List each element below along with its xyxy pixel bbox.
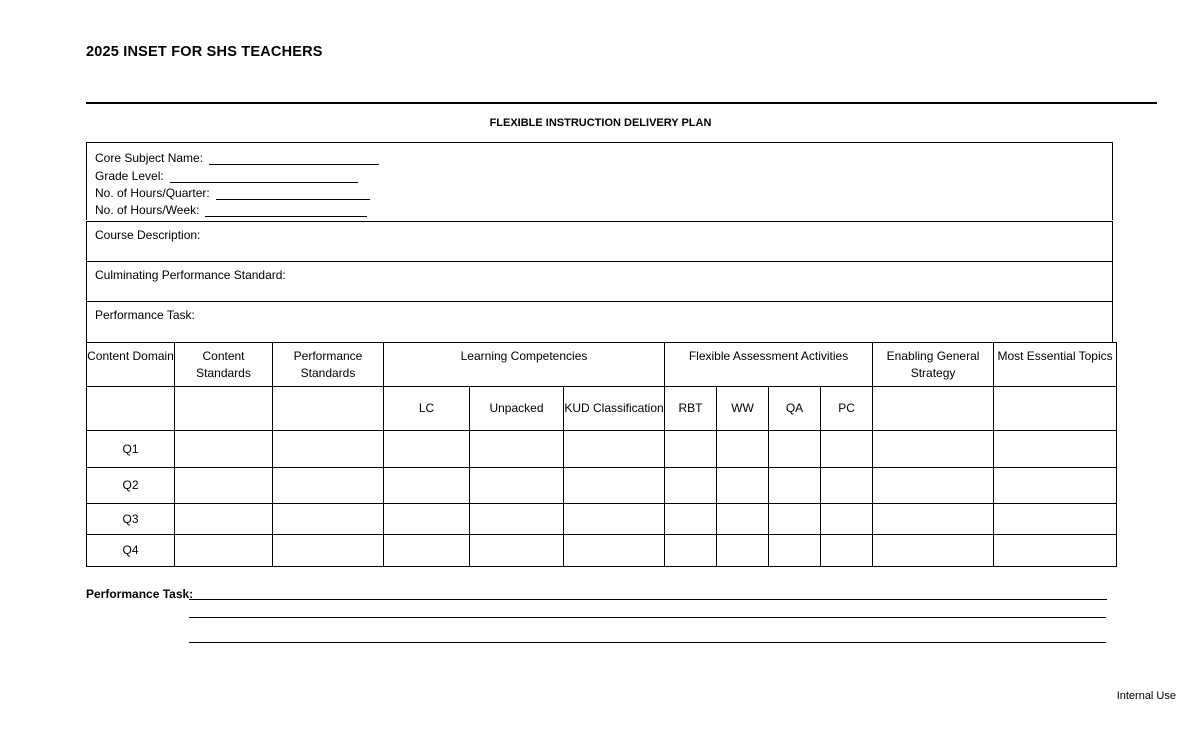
subcol-ww: WW: [717, 387, 769, 431]
col-flexible-assessment: Flexible Assessment Activities: [665, 343, 873, 387]
subcol-pc: PC: [821, 387, 873, 431]
table-cell[interactable]: [994, 468, 1117, 504]
col-performance-standards: Performance Standards: [273, 343, 384, 387]
core-subject-line: [95, 148, 1104, 165]
table-cell[interactable]: [665, 504, 717, 535]
grade-level-label: Grade Level:: [95, 168, 164, 183]
col-essential-topics: Most Essential Topics: [994, 343, 1117, 387]
table-cell[interactable]: [873, 431, 994, 468]
table-cell[interactable]: [717, 468, 769, 504]
table-cell[interactable]: [384, 431, 470, 468]
grade-level-field[interactable]: [170, 170, 358, 183]
header-title: 2025 INSET FOR SHS TEACHERS: [86, 44, 323, 60]
culminating-standard-box[interactable]: [86, 261, 1113, 301]
performance-task-line[interactable]: [189, 642, 1106, 643]
table-cell[interactable]: [470, 535, 564, 567]
table-cell[interactable]: [769, 431, 821, 468]
table-cell[interactable]: [384, 504, 470, 535]
hours-quarter-label: No. of Hours/Quarter:: [95, 185, 210, 200]
table-cell[interactable]: [873, 535, 994, 567]
hours-week-label: No. of Hours/Week:: [95, 203, 200, 218]
table-cell[interactable]: [821, 468, 873, 504]
subcol-lc: LC: [384, 387, 470, 431]
table-cell[interactable]: [994, 535, 1117, 567]
table-cell[interactable]: [665, 535, 717, 567]
table-row: [87, 468, 1117, 504]
table-cell[interactable]: [564, 535, 665, 567]
table-cell[interactable]: [470, 431, 564, 468]
bottom-performance-task-label: Performance Task:: [86, 587, 194, 601]
subcol-unpacked: Unpacked: [470, 387, 564, 431]
table-subheader-row: [87, 387, 1117, 431]
table-cell[interactable]: [384, 468, 470, 504]
col-enabling-strategy: Enabling General Strategy: [873, 343, 994, 387]
table-cell[interactable]: [175, 431, 273, 468]
table-cell[interactable]: [273, 387, 384, 431]
table-cell[interactable]: [717, 431, 769, 468]
table-cell[interactable]: [994, 387, 1117, 431]
hours-quarter-field[interactable]: [216, 187, 370, 200]
table-cell[interactable]: [769, 468, 821, 504]
table-header-row: [87, 343, 1117, 387]
table-cell[interactable]: [665, 468, 717, 504]
quarter-label: Q4: [87, 535, 175, 567]
core-subject-label: Core Subject Name:: [95, 151, 204, 166]
table-cell[interactable]: [470, 504, 564, 535]
hours-week-line: [95, 200, 1104, 217]
table-cell[interactable]: [665, 431, 717, 468]
table-cell[interactable]: [994, 431, 1117, 468]
table-cell[interactable]: [564, 504, 665, 535]
col-content-standards: Content Standards: [175, 343, 273, 387]
table-cell[interactable]: [821, 431, 873, 468]
core-subject-field[interactable]: [209, 152, 379, 165]
table-row: [87, 504, 1117, 535]
culminating-standard-label: Culminating Performance Standard:: [95, 268, 286, 282]
table-cell[interactable]: [717, 535, 769, 567]
table-cell[interactable]: [175, 535, 273, 567]
subcol-qa: QA: [769, 387, 821, 431]
table-row: [87, 431, 1117, 468]
table-cell[interactable]: [873, 387, 994, 431]
table-cell[interactable]: [470, 468, 564, 504]
performance-task-label: Performance Task:: [95, 308, 195, 322]
quarter-label: Q1: [87, 431, 175, 468]
grade-level-line: [95, 165, 1104, 182]
performance-task-box[interactable]: [86, 301, 1113, 342]
col-content-domain: Content Domain: [87, 343, 175, 387]
hours-week-field[interactable]: [205, 204, 367, 217]
table-cell[interactable]: [175, 468, 273, 504]
quarter-label: Q3: [87, 504, 175, 535]
header-divider: [86, 102, 1157, 104]
table-cell[interactable]: [873, 468, 994, 504]
table-cell[interactable]: [769, 504, 821, 535]
quarter-label: Q2: [87, 468, 175, 504]
table-cell[interactable]: [273, 535, 384, 567]
table-cell[interactable]: [273, 431, 384, 468]
table-cell[interactable]: [175, 387, 273, 431]
table-cell[interactable]: [821, 504, 873, 535]
table-cell[interactable]: [769, 535, 821, 567]
delivery-plan-table: [86, 342, 1117, 567]
table-cell[interactable]: [821, 535, 873, 567]
table-cell[interactable]: [384, 535, 470, 567]
subcol-kud: KUD Classification: [564, 387, 665, 431]
table-cell[interactable]: [273, 468, 384, 504]
table-cell[interactable]: [273, 504, 384, 535]
table-row: [87, 535, 1117, 567]
subject-info-box: [86, 142, 1113, 220]
performance-task-line[interactable]: [189, 599, 1107, 600]
hours-quarter-line: [95, 183, 1104, 200]
table-cell[interactable]: [175, 504, 273, 535]
subcol-rbt: RBT: [665, 387, 717, 431]
table-cell[interactable]: [717, 504, 769, 535]
table-cell[interactable]: [873, 504, 994, 535]
table-cell[interactable]: [87, 387, 175, 431]
col-learning-competencies: Learning Competencies: [384, 343, 665, 387]
footer-label: Internal Use: [1116, 690, 1176, 702]
table-cell[interactable]: [564, 468, 665, 504]
course-description-label: Course Description:: [95, 228, 201, 242]
table-cell[interactable]: [564, 431, 665, 468]
performance-task-line[interactable]: [189, 617, 1106, 618]
document-title: FLEXIBLE INSTRUCTION DELIVERY PLAN: [489, 117, 712, 129]
course-description-box[interactable]: [86, 221, 1113, 261]
table-cell[interactable]: [994, 504, 1117, 535]
